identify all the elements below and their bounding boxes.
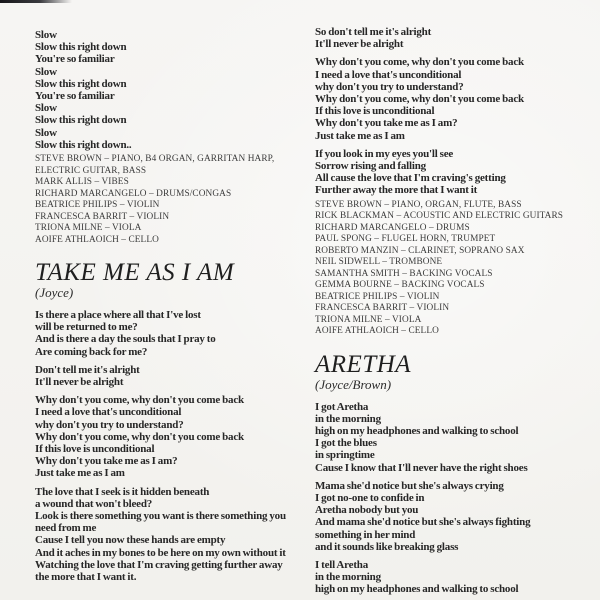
text-line: It'll never be alright <box>315 38 404 51</box>
text-line: Further away the more that I want it <box>315 184 478 197</box>
text-line: the more that I want it. <box>35 571 137 584</box>
text-line: TRIONA MILNE – VIOLA <box>35 223 142 234</box>
song-lyrics <box>35 309 313 583</box>
text-line: Slow <box>35 102 57 115</box>
text-line: Watching the love that I'm craving getting further away <box>35 558 283 571</box>
text-line: You're so familiar <box>35 53 115 66</box>
text-line: Slow this right down <box>35 77 127 90</box>
text-line: FRANCESCA BARRIT – VIOLIN <box>35 211 170 222</box>
text-line: Why don't you come, why don't you come back <box>315 93 524 106</box>
text-line: And it aches in my bones to be here on my own without it <box>35 546 286 559</box>
text-line: Slow this right down.. <box>35 138 132 151</box>
stanza <box>35 309 313 358</box>
text-line: SAMANTHA SMITH – BACKING VOCALS <box>315 268 493 279</box>
text-line: ELECTRIC GUITAR, BASS <box>35 165 147 176</box>
stanza <box>35 364 313 388</box>
text-line: in the morning <box>315 571 381 584</box>
text-line: TRIONA MILNE – VIOLA <box>315 314 422 325</box>
text-line: and it sounds like breaking glass <box>315 540 459 553</box>
text-line: BEATRICE PHILIPS – VIOLIN <box>35 200 160 211</box>
song-continued-lyrics <box>315 26 587 197</box>
musician-credits <box>315 200 587 338</box>
text-line: I got no-one to confide in <box>315 492 425 505</box>
text-line: If this love is unconditional <box>35 443 155 456</box>
song-ending-lyrics <box>35 29 313 151</box>
stanza <box>35 394 313 479</box>
song-lyrics <box>315 401 587 596</box>
text-line: in the morning <box>315 412 381 425</box>
text-line: ROBERTO MANZIN – CLARINET, SOPRANO SAX <box>315 245 525 256</box>
text-line: something in her mind <box>315 528 416 541</box>
text-line: Just take me as I am <box>35 467 125 480</box>
text-line: It'll never be alright <box>35 376 124 389</box>
stanza <box>315 26 587 50</box>
text-line: And is there a day the souls that I pray to <box>35 333 216 346</box>
text-line: Look is there something you want is there something you <box>35 510 286 523</box>
text-line: Aretha nobody but you <box>315 504 419 517</box>
text-line: Why don't you take me as I am? <box>35 455 178 468</box>
text-line: Slow this right down <box>35 114 127 127</box>
text-line: And mama she'd notice but she's always fighting <box>315 516 531 529</box>
text-line: Don't tell me it's alright <box>35 363 140 376</box>
song-writer-credit: (Joyce) <box>35 285 74 301</box>
text-line: Are coming back for me? <box>35 345 148 358</box>
text-line: Just take me as I am <box>315 129 405 142</box>
text-line: need from me <box>35 522 97 535</box>
text-line: a wound that won't bleed? <box>35 497 153 510</box>
text-line: RICK BLACKMAN – ACOUSTIC AND ELECTRIC GUITARS <box>315 211 564 222</box>
right-column <box>315 26 587 596</box>
left-column <box>35 29 313 583</box>
musician-credits <box>35 154 313 246</box>
stanza <box>35 29 313 151</box>
text-line: RICHARD MARCANGELO – DRUMS/CONGAS <box>35 188 232 199</box>
text-line: AOIFE ATHLAOICH – CELLO <box>35 234 159 245</box>
text-line: I need a love that's unconditional <box>315 68 462 81</box>
text-line: high on my headphones and walking to school <box>315 583 519 596</box>
text-line: I need a love that's unconditional <box>35 406 182 419</box>
text-line: will be returned to me? <box>35 321 138 334</box>
text-line: high on my headphones and walking to school <box>315 425 519 438</box>
text-line: why don't you try to understand? <box>315 80 464 93</box>
stanza <box>315 148 587 197</box>
text-line: PAUL SPONG – FLUGEL HORN, TRUMPET <box>315 234 496 245</box>
stanza <box>35 486 313 584</box>
text-line: MARK ALLIS – VIBES <box>35 177 129 188</box>
text-line: If you look in my eyes you'll see <box>315 147 454 160</box>
text-line: STEVE BROWN – PIANO, ORGAN, FLUTE, BASS <box>315 199 522 210</box>
text-line: STEVE BROWN – PIANO, B4 ORGAN, GARRITAN HARP, <box>35 154 275 165</box>
text-line: in springtime <box>315 449 375 462</box>
text-line: BEATRICE PHILIPS – VIOLIN <box>315 291 440 302</box>
stanza <box>315 56 587 141</box>
text-line: Slow this right down <box>35 41 127 54</box>
text-line: GEMMA BOURNE – BACKING VOCALS <box>315 280 485 291</box>
text-line: Slow <box>35 126 57 139</box>
song-title: ARETHA <box>315 350 412 378</box>
text-line: Why don't you come, why don't you come back <box>35 430 244 443</box>
text-line: RICHARD MARCANGELO – DRUMS <box>315 222 470 233</box>
text-line: NEIL SIDWELL – TROMBONE <box>315 257 443 268</box>
text-line: Slow <box>35 65 57 78</box>
text-line: The love that I seek is it hidden beneath <box>35 485 210 498</box>
text-line: All cause the love that I'm craving's getting <box>315 172 506 185</box>
stanza <box>315 559 587 596</box>
text-line: Mama she'd notice but she's always crying <box>315 479 504 492</box>
text-line: Why don't you come, why don't you come back <box>315 56 524 69</box>
scan-edge-artifact <box>0 0 72 3</box>
text-line: You're so familiar <box>35 90 115 103</box>
text-line: Why don't you come, why don't you come back <box>35 394 244 407</box>
text-line: Cause I tell you now these hands are empty <box>35 534 226 547</box>
song-title: TAKE ME AS I AM <box>35 259 235 287</box>
song-writer-credit: (Joyce/Brown) <box>315 376 392 392</box>
text-line: Slow <box>35 29 57 41</box>
text-line: So don't tell me it's alright <box>315 26 432 38</box>
text-line: I tell Aretha <box>315 559 369 572</box>
text-line: If this love is unconditional <box>315 105 435 118</box>
text-line: FRANCESCA BARRIT – VIOLIN <box>315 303 450 314</box>
text-line: Sorrow rising and falling <box>315 160 426 173</box>
stanza <box>315 480 587 553</box>
text-line: why don't you try to understand? <box>35 418 184 431</box>
text-line: Cause I know that I'll never have the right shoes <box>315 461 528 474</box>
text-line: Is there a place where all that I've lost <box>35 309 201 322</box>
text-line: Why don't you take me as I am? <box>315 117 458 130</box>
text-line: I got Aretha <box>315 400 369 413</box>
text-line: I got the blues <box>315 437 377 450</box>
stanza <box>315 401 587 474</box>
text-line: AOIFE ATHLAOICH – CELLO <box>315 326 439 337</box>
